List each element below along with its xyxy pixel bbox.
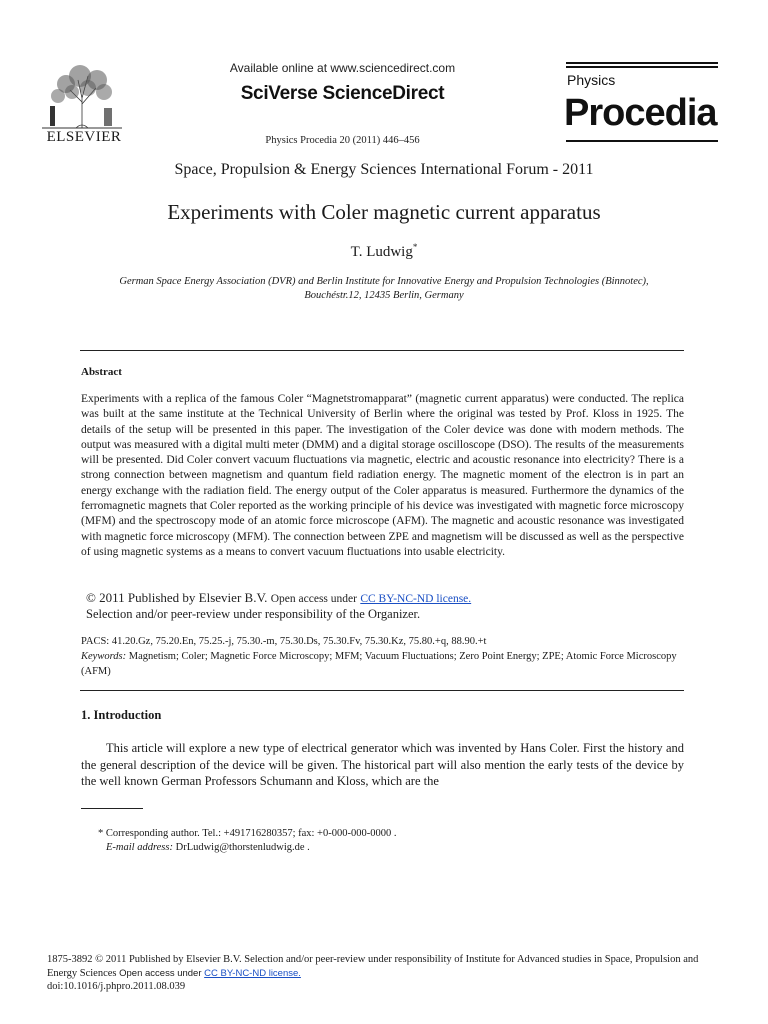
journal-logo-underline (566, 140, 718, 142)
section-heading-introduction: 1. Introduction (81, 708, 162, 722)
copyright-block (86, 590, 686, 622)
doi-text: doi:10.1016/j.phpro.2011.08.039 (47, 981, 186, 992)
issn-line (47, 953, 707, 980)
pacs-codes: PACS: 41.20.Gz, 75.20.En, 75.25.-j, 75.30.-m, 75.30.Ds, 75.30.Fv, 75.30.Kz, 75.80.+q, 88.90.+t (81, 636, 487, 647)
issn-text: 1875-3892 © 2011 Published by Elsevier B.V. Selection and/or peer-review under responsibility of Institute for Advanced studies in Space, Propulsion and Energy Sciences (47, 954, 699, 979)
available-online-text: Available online at www.sciencedirect.com (229, 61, 456, 75)
abstract-top-rule (80, 350, 684, 351)
email-footnote (106, 842, 310, 853)
abstract-bottom-rule (80, 690, 684, 691)
selection-text: Selection and/or peer-review under responsibility of the Organizer. (86, 607, 421, 621)
author-line (0, 242, 768, 261)
copyright-line (86, 590, 686, 607)
journal-citation: Physics Procedia 20 (2011) 446–456 (265, 135, 420, 146)
journal-name-large: Procedia (564, 92, 717, 134)
email-address: DrLudwig@thorstenludwig.de . (175, 842, 310, 853)
issn-block (47, 953, 707, 994)
abstract-text: Experiments with a replica of the famous Coler “Magnetstromapparat” (magnetic current apparatus) were conducted. The replica was built at the same institute at the Technical University of Berlin where the original was tested by Prof. Kloss in 1925. The details of the setup will be presented in this paper. The investigation of the Coler device was done with modern methods. The output was measured with a digital multi meter (DMM) and a digital storage oscilloscope (DSO). The results of the measurements will be presented. Did Coler convert vacuum fluctuations via magnetic, electric and acoustic resonance into electricity? There is a strong connection between magnetism and quantum field radiation energy. The magnetic moment of the electron is in part an energy exchange with the radiation field. The energy output of the Coler apparatus is measured. Furthermore the dynamics of the ferromagnetic magnets that Coler reported as the working principle of his device was investigated with magnetic force microscopy (MFM) and the spectroscopy mode of an atomic force microscope (AFM). The magnetic and acoustic resonance was investigated with magnetic force microscopy (MFM). The connection between ZPE and magnetism will be discussed as well as the perspective of using magnetic systems as a means to convert vacuum fluctuations into usable electricity. (81, 393, 684, 558)
abstract-heading: Abstract (81, 366, 122, 378)
keywords-label: Keywords: (81, 651, 127, 662)
footnote-rule (81, 808, 143, 809)
pacs-keywords-block (81, 634, 684, 679)
affiliation-line-2: Bouchéstr.12, 12435 Berlin, Germany (304, 290, 464, 301)
author-mark: * (412, 242, 418, 252)
license-link[interactable]: CC BY-NC-ND license. (360, 593, 472, 605)
corresponding-author-footnote: * Corresponding author. Tel.: +491716280357; fax: +0-000-000-0000 . (98, 828, 397, 839)
forum-name: Space, Propulsion & Energy Sciences International Forum - 2011 (174, 161, 594, 178)
author-name: T. Ludwig (350, 244, 413, 260)
affiliation (84, 275, 684, 303)
journal-logo-rules (566, 62, 718, 70)
keywords-list: Magnetism; Coler; Magnetic Force Microscopy; MFM; Vacuum Fluctuations; Zero Point Energy; ZPE; Atomic Force Microscopy (AFM) (81, 651, 677, 677)
keywords-line (81, 649, 684, 679)
copyright-text: © 2011 Published by Elsevier B.V. (86, 590, 268, 605)
bottom-license-link[interactable]: CC BY-NC-ND license. (204, 967, 301, 979)
open-access-text: Open access under (270, 593, 357, 605)
introduction-paragraph (81, 740, 684, 790)
elsevier-tree-logo-icon (42, 62, 122, 130)
journal-name-small: Physics (567, 72, 616, 88)
platform-name: SciVerse ScienceDirect (240, 83, 445, 104)
publisher-name: ELSEVIER (46, 129, 122, 145)
email-label: E-mail address: (106, 842, 173, 853)
bottom-open-access-text: Open access under (119, 967, 202, 979)
affiliation-line-1: German Space Energy Association (DVR) and Berlin Institute for Innovative Energy and Propulsion Technologies (Binnotec), (119, 276, 649, 287)
paper-title: Experiments with Coler magnetic current apparatus (167, 200, 601, 224)
introduction-text: This article will explore a new type of electrical generator which was invented by Hans Coler. First the history and the general description of the device will be given. The historical part will also mention the early tests of the device by the well known German Professors Schumann and Kloss, which are the (81, 741, 684, 788)
